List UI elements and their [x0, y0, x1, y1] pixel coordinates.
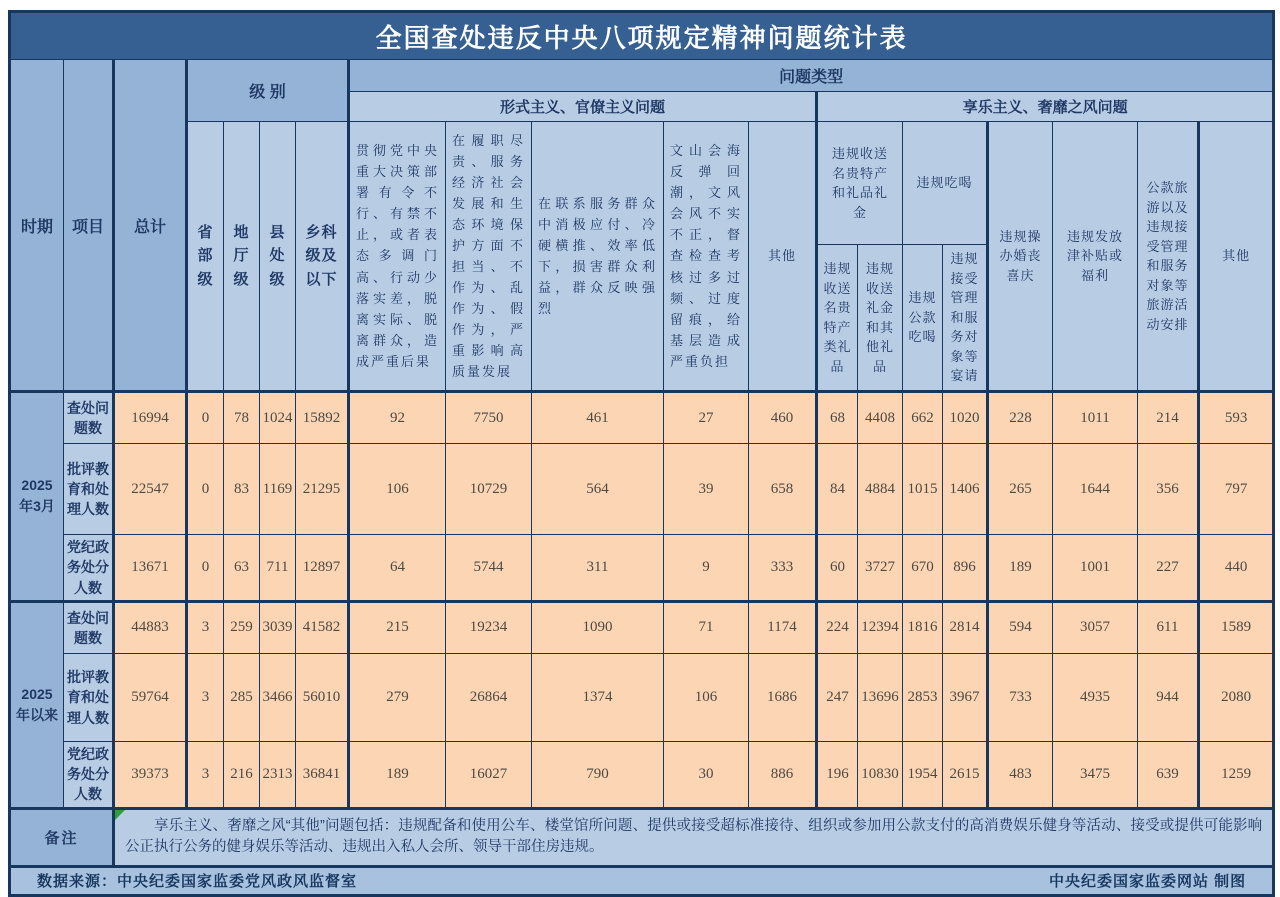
col-header-hedonism-3: 违规公款吃喝 — [903, 245, 943, 392]
data-cell: 216 — [224, 741, 260, 808]
data-cell: 279 — [349, 653, 446, 741]
data-cell: 285 — [224, 653, 260, 741]
data-cell: 7750 — [446, 392, 532, 444]
data-cell: 711 — [260, 535, 296, 602]
col-header-total: 总计 — [114, 60, 187, 392]
data-cell: 2814 — [943, 601, 988, 653]
data-cell: 594 — [988, 601, 1053, 653]
data-cell: 2313 — [260, 741, 296, 808]
data-cell: 227 — [1138, 535, 1199, 602]
data-cell: 662 — [903, 392, 943, 444]
col-header-hedonism-1: 违规收送名贵特产类礼品 — [817, 245, 858, 392]
data-cell: 214 — [1138, 392, 1199, 444]
data-cell: 3 — [187, 601, 224, 653]
data-cell: 886 — [749, 741, 817, 808]
note-text: 享乐主义、奢靡之风“其他”问题包括：违规配备和使用公车、楼堂馆所问题、提供或接受超标准接待、组织或参加用公款支付的高消费娱乐健身等活动、接受或提供可能影响公正执行公务的健身娱乐等活动、违规出入私人会所、领导干部住房违规。 — [125, 817, 1263, 856]
data-cell: 311 — [532, 535, 664, 602]
data-cell: 797 — [1199, 444, 1274, 535]
col-header-gifts-group: 违规收送名贵特产和礼品礼金 — [817, 122, 903, 245]
data-cell: 896 — [943, 535, 988, 602]
data-cell: 1954 — [903, 741, 943, 808]
data-cell: 12897 — [296, 535, 349, 602]
data-cell: 1816 — [903, 601, 943, 653]
data-cell: 9 — [664, 535, 749, 602]
data-cell: 564 — [532, 444, 664, 535]
col-header-period: 时期 — [10, 60, 64, 392]
data-cell: 68 — [817, 392, 858, 444]
group-header-hedonism: 享乐主义、奢靡之风问题 — [817, 92, 1274, 122]
data-cell: 36841 — [296, 741, 349, 808]
chart-credit: 中央纪委国家监委网站 制图 — [1048, 873, 1247, 891]
row-label: 批评教育和处理人数 — [64, 444, 114, 535]
data-cell: 15892 — [296, 392, 349, 444]
data-cell: 27 — [664, 392, 749, 444]
data-cell: 3039 — [260, 601, 296, 653]
col-header-level-4: 乡科级及以下 — [296, 122, 349, 392]
row-label: 党纪政务处分人数 — [64, 741, 114, 808]
statistics-table — [8, 10, 1275, 897]
period-label: 2025年3月 — [10, 392, 64, 602]
data-cell: 84 — [817, 444, 858, 535]
col-header-level-2: 地厅级 — [224, 122, 260, 392]
data-cell: 1259 — [1199, 741, 1274, 808]
data-cell: 3967 — [943, 653, 988, 741]
col-header-level-1: 省部级 — [187, 122, 224, 392]
data-cell: 790 — [532, 741, 664, 808]
data-cell: 247 — [817, 653, 858, 741]
data-cell: 333 — [749, 535, 817, 602]
col-header-formalism-2: 在履职尽责、服务经济社会发展和生态环境保护方面不担当、不作为、乱作为、假作为，严重影响高质量发展 — [446, 122, 532, 392]
data-cell: 3057 — [1053, 601, 1138, 653]
col-header-formalism-other: 其他 — [749, 122, 817, 392]
data-cell: 44883 — [114, 601, 187, 653]
data-cell: 944 — [1138, 653, 1199, 741]
data-cell: 2080 — [1199, 653, 1274, 741]
row-label: 查处问题数 — [64, 601, 114, 653]
footer-row — [10, 866, 1274, 895]
data-cell: 461 — [532, 392, 664, 444]
data-cell: 13696 — [858, 653, 903, 741]
data-cell: 2853 — [903, 653, 943, 741]
data-cell: 30 — [664, 741, 749, 808]
data-cell: 356 — [1138, 444, 1199, 535]
data-cell: 22547 — [114, 444, 187, 535]
data-cell: 3 — [187, 653, 224, 741]
period-label: 2025年以来 — [10, 601, 64, 808]
data-cell: 1686 — [749, 653, 817, 741]
data-cell: 1174 — [749, 601, 817, 653]
col-header-problem-type: 问题类型 — [349, 60, 1274, 92]
data-cell: 83 — [224, 444, 260, 535]
data-cell: 1015 — [903, 444, 943, 535]
data-cell: 59764 — [114, 653, 187, 741]
data-cell: 4935 — [1053, 653, 1138, 741]
data-cell: 19234 — [446, 601, 532, 653]
note-cell — [114, 808, 1274, 866]
col-header-dining-group: 违规吃喝 — [903, 122, 988, 245]
col-header-item: 项目 — [64, 60, 114, 392]
data-cell: 259 — [224, 601, 260, 653]
row-label: 查处问题数 — [64, 392, 114, 444]
data-cell: 215 — [349, 601, 446, 653]
data-cell: 71 — [664, 601, 749, 653]
data-cell: 39 — [664, 444, 749, 535]
data-cell: 1589 — [1199, 601, 1274, 653]
data-cell: 0 — [187, 444, 224, 535]
data-cell: 189 — [349, 741, 446, 808]
col-header-formalism-4: 文山会海反弹回潮，文风会风不实不正，督查检查考核过多过频、过度留痕，给基层造成严重负担 — [664, 122, 749, 392]
row-label: 批评教育和处理人数 — [64, 653, 114, 741]
data-cell: 733 — [988, 653, 1053, 741]
col-header-hedonism-2: 违规收送礼金和其他礼品 — [858, 245, 903, 392]
note-label: 备注 — [10, 808, 114, 866]
data-cell: 1001 — [1053, 535, 1138, 602]
data-source: 数据来源：中央纪委国家监委党风政风监督室 — [37, 873, 358, 891]
corner-marker-icon — [115, 810, 125, 820]
data-cell: 196 — [817, 741, 858, 808]
row-label: 党纪政务处分人数 — [64, 535, 114, 602]
data-cell: 4408 — [858, 392, 903, 444]
data-cell: 26864 — [446, 653, 532, 741]
data-cell: 1024 — [260, 392, 296, 444]
data-cell: 41582 — [296, 601, 349, 653]
data-cell: 0 — [187, 392, 224, 444]
data-cell: 3 — [187, 741, 224, 808]
data-cell: 78 — [224, 392, 260, 444]
col-header-hedonism-other: 其他 — [1199, 122, 1274, 392]
data-cell: 3475 — [1053, 741, 1138, 808]
data-cell: 10729 — [446, 444, 532, 535]
data-cell: 189 — [988, 535, 1053, 602]
col-header-level: 级 别 — [187, 60, 349, 122]
data-cell: 440 — [1199, 535, 1274, 602]
data-cell: 593 — [1199, 392, 1274, 444]
col-header-hedonism-5: 违规操办婚丧喜庆 — [988, 122, 1053, 392]
data-cell: 1090 — [532, 601, 664, 653]
data-cell: 13671 — [114, 535, 187, 602]
data-cell: 460 — [749, 392, 817, 444]
data-cell: 1374 — [532, 653, 664, 741]
col-header-hedonism-6: 违规发放津补贴或福利 — [1053, 122, 1138, 392]
data-cell: 64 — [349, 535, 446, 602]
data-cell: 658 — [749, 444, 817, 535]
data-cell: 611 — [1138, 601, 1199, 653]
data-cell: 1020 — [943, 392, 988, 444]
data-cell: 228 — [988, 392, 1053, 444]
data-cell: 92 — [349, 392, 446, 444]
col-header-hedonism-4: 违规接受管理和服务对象等宴请 — [943, 245, 988, 392]
data-cell: 1011 — [1053, 392, 1138, 444]
data-cell: 63 — [224, 535, 260, 602]
data-cell: 3727 — [858, 535, 903, 602]
data-cell: 4884 — [858, 444, 903, 535]
data-cell: 0 — [187, 535, 224, 602]
data-cell: 5744 — [446, 535, 532, 602]
data-cell: 16027 — [446, 741, 532, 808]
data-cell: 60 — [817, 535, 858, 602]
data-cell: 21295 — [296, 444, 349, 535]
data-cell: 10830 — [858, 741, 903, 808]
data-cell: 56010 — [296, 653, 349, 741]
data-cell: 265 — [988, 444, 1053, 535]
data-cell: 12394 — [858, 601, 903, 653]
data-cell: 106 — [664, 653, 749, 741]
data-cell: 670 — [903, 535, 943, 602]
data-cell: 1644 — [1053, 444, 1138, 535]
data-cell: 16994 — [114, 392, 187, 444]
col-header-formalism-1: 贯彻党中央重大决策部署有令不行、有禁不止，或者表态多调门高、行动少落实差，脱离实际、脱离群众，造成严重后果 — [349, 122, 446, 392]
data-cell: 483 — [988, 741, 1053, 808]
data-cell: 224 — [817, 601, 858, 653]
data-cell: 2615 — [943, 741, 988, 808]
col-header-level-3: 县处级 — [260, 122, 296, 392]
data-cell: 1406 — [943, 444, 988, 535]
group-header-formalism: 形式主义、官僚主义问题 — [349, 92, 817, 122]
col-header-hedonism-7: 公款旅游以及违规接受管理和服务对象等旅游活动安排 — [1138, 122, 1199, 392]
data-cell: 639 — [1138, 741, 1199, 808]
data-cell: 1169 — [260, 444, 296, 535]
page-title: 全国查处违反中央八项规定精神问题统计表 — [10, 12, 1274, 60]
col-header-formalism-3: 在联系服务群众中消极应付、冷硬横推、效率低下，损害群众利益，群众反映强烈 — [532, 122, 664, 392]
data-cell: 106 — [349, 444, 446, 535]
data-cell: 3466 — [260, 653, 296, 741]
data-cell: 39373 — [114, 741, 187, 808]
